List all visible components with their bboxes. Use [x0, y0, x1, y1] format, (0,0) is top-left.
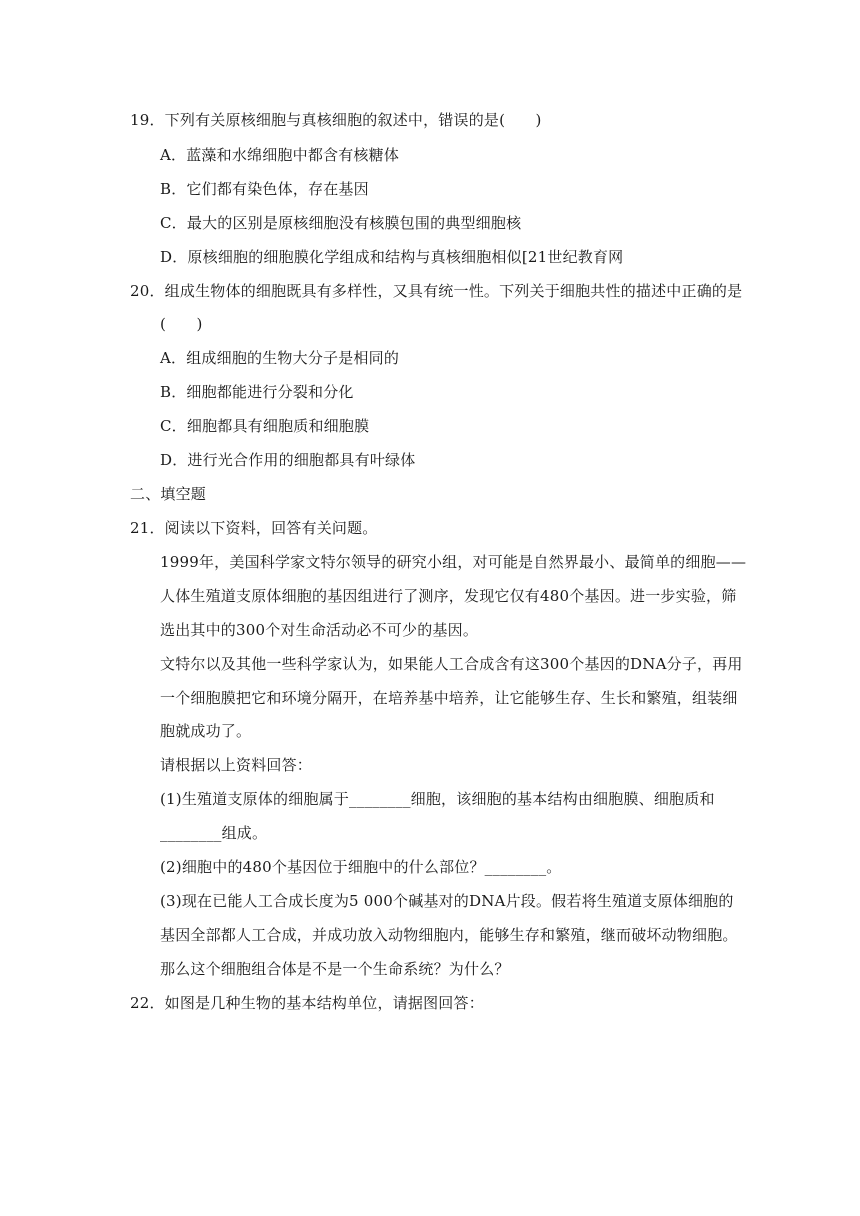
- q21-material-line-2: 人体生殖道支原体细胞的基因组进行了测序，发现它仅有480个基因。进一步实验，筛: [160, 587, 737, 605]
- question-22-stem: 22．如图是几种生物的基本结构单位，请据图回答：: [130, 994, 484, 1012]
- question-20-stem-continued: ( ): [160, 315, 203, 333]
- q21-prompt: 请根据以上资料回答：: [160, 756, 313, 774]
- question-19-option-c: C．最大的区别是原核细胞没有核膜包围的典型细胞核: [160, 214, 522, 232]
- question-19-option-d: D．原核细胞的细胞膜化学组成和结构与真核细胞相似[21世纪教育网: [160, 248, 624, 266]
- question-19-option-b: B．它们都有染色体，存在基因: [160, 180, 369, 198]
- q21-material-line-5: 一个细胞膜把它和环境分隔开，在培养基中培养，让它能够生存、生长和繁殖，组装细: [160, 689, 738, 707]
- question-20-option-b: B．细胞都能进行分裂和分化: [160, 383, 354, 401]
- q21-material-line-4: 文特尔以及其他一些科学家认为，如果能人工合成含有这300个基因的DNA分子，再用: [160, 655, 743, 673]
- q21-sub-2: (2)细胞中的480个基因位于细胞中的什么部位？________。: [160, 858, 562, 876]
- question-20-option-a: A．组成细胞的生物大分子是相同的: [160, 349, 400, 367]
- q21-material-line-6: 胞就成功了。: [160, 722, 252, 740]
- q21-material-line-1: 1999年，美国科学家文特尔领导的研究小组，对可能是自然界最小、最简单的细胞——: [160, 553, 747, 571]
- question-20-option-d: D．进行光合作用的细胞都具有叶绿体: [160, 451, 416, 469]
- section-title: 二、填空题: [130, 485, 207, 503]
- question-20-option-c: C．细胞都具有细胞质和细胞膜: [160, 417, 370, 435]
- q21-sub-1-line-2: ________组成。: [160, 824, 268, 842]
- question-19-stem: 19．下列有关原核细胞与真核细胞的叙述中，错误的是( ): [130, 111, 542, 129]
- q21-sub-3-line-2: 基因全部都人工合成，并成功放入动物细胞内，能够生存和繁殖，继而破坏动物细胞。: [160, 926, 738, 944]
- q21-material-line-3: 选出其中的300个对生命活动必不可少的基因。: [160, 621, 479, 639]
- q21-sub-1-line-1: (1)生殖道支原体的细胞属于________细胞，该细胞的基本结构由细胞膜、细胞质和: [160, 790, 715, 808]
- question-20-stem: 20．组成生物体的细胞既具有多样性，又具有统一性。下列关于细胞共性的描述中正确的是: [130, 282, 743, 300]
- q21-sub-3-line-1: (3)现在已能人工合成长度为5 000个碱基对的DNA片段。假若将生殖道支原体细胞的: [160, 892, 734, 910]
- q21-sub-3-line-3: 那么这个细胞组合体是不是一个生命系统？为什么？: [160, 960, 510, 978]
- question-19-option-a: A．蓝藻和水绵细胞中都含有核糖体: [160, 146, 400, 164]
- question-21-stem: 21．阅读以下资料，回答有关问题。: [130, 519, 378, 537]
